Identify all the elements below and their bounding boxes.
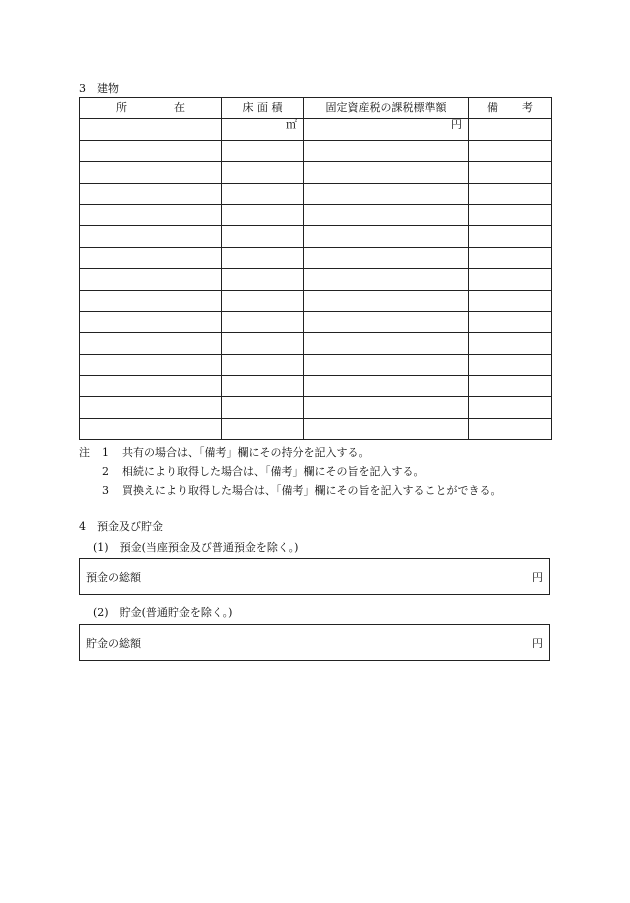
cell-floor-area[interactable] bbox=[222, 183, 304, 204]
cell-tax-value[interactable] bbox=[304, 397, 469, 418]
cell-remarks[interactable] bbox=[469, 226, 552, 247]
savings-total-unit: 円 bbox=[532, 636, 543, 650]
cell-floor-area[interactable] bbox=[222, 418, 304, 439]
cell-tax-value[interactable] bbox=[304, 311, 469, 332]
cell-floor-area[interactable] bbox=[222, 376, 304, 397]
header-location-char-1: 所 bbox=[116, 101, 127, 115]
cell-location[interactable] bbox=[80, 269, 222, 290]
cell-location[interactable] bbox=[80, 247, 222, 268]
table-row bbox=[80, 183, 552, 204]
cell-remarks[interactable] bbox=[469, 290, 552, 311]
cell-location[interactable] bbox=[80, 140, 222, 161]
cell-tax-value[interactable] bbox=[304, 418, 469, 439]
savings-total-box[interactable] bbox=[79, 624, 550, 661]
cell-floor-area[interactable] bbox=[222, 290, 304, 311]
cell-location[interactable] bbox=[80, 119, 222, 140]
unit-yen: 円 bbox=[451, 118, 462, 132]
cell-remarks[interactable] bbox=[469, 376, 552, 397]
cell-location[interactable] bbox=[80, 376, 222, 397]
cell-floor-area[interactable] bbox=[222, 119, 304, 140]
cell-tax-value[interactable] bbox=[304, 354, 469, 375]
table-row bbox=[80, 311, 552, 332]
cell-location[interactable] bbox=[80, 354, 222, 375]
cell-tax-value[interactable] bbox=[304, 183, 469, 204]
cell-location[interactable] bbox=[80, 333, 222, 354]
cell-tax-value[interactable] bbox=[304, 119, 469, 140]
cell-location[interactable] bbox=[80, 290, 222, 311]
unit-square-meter: ㎡ bbox=[286, 118, 297, 132]
note-number: 1 bbox=[102, 446, 109, 459]
cell-remarks[interactable] bbox=[469, 333, 552, 354]
header-tax-value: 固定資産税の課税標準額 bbox=[304, 98, 469, 119]
cell-floor-area[interactable] bbox=[222, 162, 304, 183]
cell-remarks[interactable] bbox=[469, 418, 552, 439]
cell-floor-area[interactable] bbox=[222, 354, 304, 375]
note-3 bbox=[79, 481, 502, 500]
deposit-subtitle: (1) 預金(当座預金及び普通預金を除く。) bbox=[93, 541, 299, 554]
cell-tax-value[interactable] bbox=[304, 140, 469, 161]
cell-floor-area[interactable] bbox=[222, 269, 304, 290]
deposit-total-unit: 円 bbox=[532, 570, 543, 584]
cell-remarks[interactable] bbox=[469, 247, 552, 268]
table-header-row bbox=[80, 98, 552, 119]
section-4-title: 4 預金及び貯金 bbox=[79, 520, 163, 533]
cell-floor-area[interactable] bbox=[222, 247, 304, 268]
cell-floor-area[interactable] bbox=[222, 397, 304, 418]
cell-remarks[interactable] bbox=[469, 311, 552, 332]
table-row bbox=[80, 397, 552, 418]
cell-remarks[interactable] bbox=[469, 269, 552, 290]
savings-total-label: 貯金の総額 bbox=[86, 636, 141, 650]
cell-remarks[interactable] bbox=[469, 183, 552, 204]
section-3-title: 3 建物 bbox=[79, 82, 119, 95]
table-row bbox=[80, 204, 552, 225]
cell-floor-area[interactable] bbox=[222, 204, 304, 225]
cell-remarks[interactable] bbox=[469, 162, 552, 183]
table-row bbox=[80, 354, 552, 375]
cell-tax-value[interactable] bbox=[304, 376, 469, 397]
header-remarks bbox=[469, 98, 552, 119]
cell-tax-value[interactable] bbox=[304, 290, 469, 311]
cell-location[interactable] bbox=[80, 183, 222, 204]
cell-tax-value[interactable] bbox=[304, 226, 469, 247]
cell-floor-area[interactable] bbox=[222, 311, 304, 332]
header-remarks-char-1: 備 bbox=[487, 101, 498, 115]
table-row bbox=[80, 418, 552, 439]
cell-remarks[interactable] bbox=[469, 119, 552, 140]
table-row bbox=[80, 119, 552, 140]
header-location-char-2: 在 bbox=[174, 101, 185, 115]
cell-remarks[interactable] bbox=[469, 354, 552, 375]
note-text: 共有の場合は、「備考」欄にその持分を記入する。 bbox=[122, 446, 370, 459]
cell-tax-value[interactable] bbox=[304, 269, 469, 290]
header-floor-area: 床 面 積 bbox=[222, 98, 304, 119]
cell-remarks[interactable] bbox=[469, 204, 552, 225]
deposit-total-label: 預金の総額 bbox=[86, 570, 141, 584]
header-remarks-char-2: 考 bbox=[522, 101, 533, 115]
cell-location[interactable] bbox=[80, 226, 222, 247]
cell-tax-value[interactable] bbox=[304, 247, 469, 268]
table-row bbox=[80, 269, 552, 290]
cell-location[interactable] bbox=[80, 311, 222, 332]
note-head: 注 bbox=[79, 446, 90, 459]
savings-subtitle: (2) 貯金(普通貯金を除く。) bbox=[93, 606, 233, 619]
note-number: 3 bbox=[102, 484, 109, 497]
cell-remarks[interactable] bbox=[469, 140, 552, 161]
table-row bbox=[80, 333, 552, 354]
cell-location[interactable] bbox=[80, 204, 222, 225]
notes bbox=[79, 443, 502, 500]
cell-location[interactable] bbox=[80, 418, 222, 439]
table-row bbox=[80, 247, 552, 268]
cell-location[interactable] bbox=[80, 162, 222, 183]
note-1 bbox=[79, 443, 502, 462]
table-row bbox=[80, 376, 552, 397]
deposit-total-box[interactable] bbox=[79, 558, 550, 595]
cell-floor-area[interactable] bbox=[222, 333, 304, 354]
table-row bbox=[80, 226, 552, 247]
cell-tax-value[interactable] bbox=[304, 204, 469, 225]
cell-floor-area[interactable] bbox=[222, 226, 304, 247]
cell-tax-value[interactable] bbox=[304, 333, 469, 354]
note-text: 買換えにより取得した場合は、「備考」欄にその旨を記入することができる。 bbox=[122, 484, 502, 497]
note-2 bbox=[79, 462, 502, 481]
cell-tax-value[interactable] bbox=[304, 162, 469, 183]
cell-location[interactable] bbox=[80, 397, 222, 418]
table-row bbox=[80, 140, 552, 161]
table-row bbox=[80, 290, 552, 311]
table-row bbox=[80, 162, 552, 183]
note-text: 相続により取得した場合は、「備考」欄にその旨を記入する。 bbox=[122, 465, 425, 478]
cell-remarks[interactable] bbox=[469, 397, 552, 418]
building-table bbox=[79, 97, 552, 440]
cell-floor-area[interactable] bbox=[222, 140, 304, 161]
note-number: 2 bbox=[102, 465, 109, 478]
header-location bbox=[80, 98, 222, 119]
